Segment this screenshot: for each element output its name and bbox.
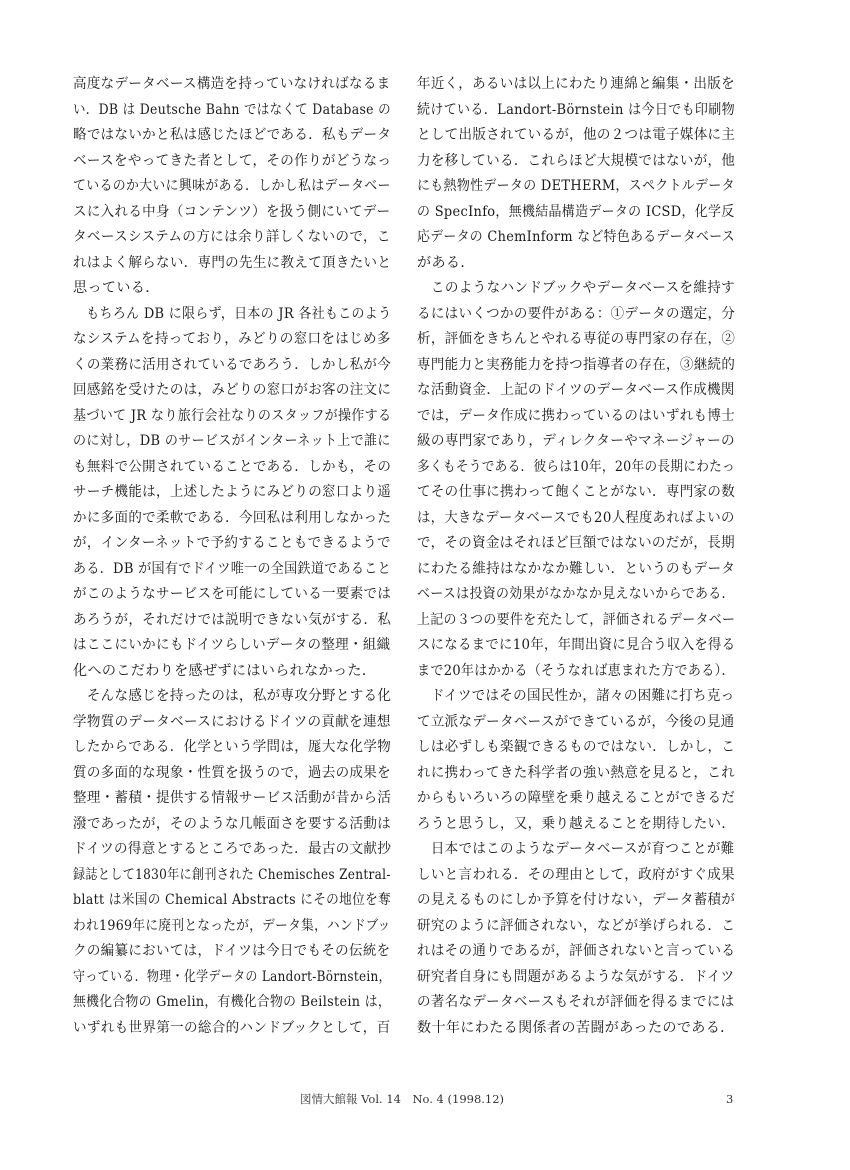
text-line: れはよく解らない．専門の先生に教えて頂きたいと (73, 254, 392, 271)
text-line: まで20年はかかる（そうなれば恵まれた方である）． (417, 662, 735, 679)
text-line: ドイツの得意とするところであった．最古の文献抄 (73, 841, 392, 857)
text-line: ドイツではその国民性か，諸々の困難に打ち克っ (417, 688, 735, 704)
text-line: われ1969年に廃刊となったが，データ集，ハンドブッ (73, 917, 391, 934)
text-line: かに多面的で柔軟である．今回私は利用しなかった (73, 509, 392, 526)
text-line: 析，評価をきちんとやれる専従の専門家の存在，② (417, 331, 736, 347)
text-line: 級の専門家であり，ディレクターやマネージャーの (417, 433, 735, 449)
text-line: しは必ずしも楽観できるものではない．しかし，こ (417, 739, 736, 755)
text-line: 多くもそうである．彼らは10年，20年の長期にわたっ (417, 458, 736, 475)
text-line: て立派なデータベースができているが，今後の見通 (417, 713, 735, 730)
text-line: クの編纂においては，ドイツは今日でもその伝統を (73, 943, 391, 959)
text-line: 日本ではこのようなデータベースが育つことが難 (417, 841, 735, 857)
text-line: 年近く，あるいは以上にわたり連綿と編集・出版を (417, 76, 735, 92)
text-line: が，インターネットで予約することもできるようで (73, 535, 391, 551)
text-line: blatt は米国の Chemical Abstracts にその地位を奪 (73, 892, 392, 908)
text-line: 守っている．物理・化学データの Landort-Börnstein， (73, 968, 391, 985)
text-line: では，データ作成に携わっているのはいずれも博士 (417, 407, 736, 424)
text-line: 略ではないかと私は感じたほどである．私もデータ (73, 127, 392, 143)
footer-citation: 図情大館報 Vol. 14 No. 4 (1998.12) (300, 1092, 505, 1106)
text-line: いずれも世界第一の総合的ハンドブックとして，百 (73, 1019, 391, 1036)
text-line: ろうと思うし，又，乗り越えることを期待したい． (417, 815, 736, 832)
text-line: れに携わってきた科学者の強い熱意を見ると，これ (417, 764, 736, 781)
text-line: あろうが，それだけでは説明できない気がする．私 (73, 611, 392, 628)
text-line: の著名なデータベースもそれが評価を得るまでには (417, 994, 735, 1010)
text-line: い．DB は Deutsche Bahn ではなくて Database の (73, 101, 391, 118)
text-line: 整理・蓄積・提供する情報サービス活動が昔から活 (73, 790, 392, 806)
text-line: 質の多面的な現象・性質を扱うので，過去の成果を (73, 764, 391, 781)
text-line: はここにいかにもドイツらしいデータの整理・組織 (73, 637, 391, 653)
text-line: で，その資金はそれほど巨額ではないのだが，長期 (417, 535, 735, 551)
text-line: るにはいくつかの要件がある：①データの選定，分 (417, 305, 736, 322)
text-line: にわたる維持はなかなか難しい．というのもデータ (417, 560, 736, 577)
article-column-left (73, 72, 391, 1041)
text-line: サーチ機能は，上述したようにみどりの窓口より遥 (73, 484, 392, 500)
text-line: スになるまでに10年，年間出資に見合う収入を得る (417, 637, 736, 653)
text-line: ベースをやってきた者として，その作りがどうなっ (73, 152, 392, 169)
text-line: 研究者自身にも問題があるような気がする．ドイツ (417, 968, 735, 985)
text-line: 学物質のデータベースにおけるドイツの貢献を連想 (73, 713, 391, 730)
text-line: 力を移している．これらほど大規模ではないが，他 (417, 152, 736, 169)
text-line: がこのようなサービスを可能にしている一要素では (73, 586, 392, 602)
text-line: 録誌として1830年に創刊された Chemisches Zentral- (73, 866, 391, 883)
text-line: もちろん DB に限らず，日本の JR 各社もこのよう (73, 305, 392, 322)
text-line: も無料で公開されていることである．しかも，その (73, 458, 392, 475)
text-line: な活動資金．上記のドイツのデータベース作成機関 (417, 382, 735, 398)
text-line: そんな感じを持ったのは，私が専攻分野とする化 (73, 688, 392, 704)
text-line: 応データの ChemInform など特色あるデータベース (417, 229, 736, 245)
text-line: は，大きなデータベースでも20人程度あればよいの (417, 509, 735, 526)
text-line: がある． (417, 254, 475, 271)
text-line: 上記の３つの要件を充たして，評価されるデータベー (417, 611, 736, 628)
text-line: として出版されているが，他の２つは電子媒体に主 (417, 127, 736, 143)
text-line: ベースは投資の効果がなかなか見えないからである． (417, 586, 735, 602)
text-line: 研究のように評価されない，などが挙げられる．こ (417, 917, 736, 934)
text-line: のに対し，DB のサービスがインターネット上で誰に (73, 433, 391, 449)
text-line: 思っている． (73, 280, 160, 296)
text-line: 続けている．Landort-Börnstein は今日でも印刷物 (417, 101, 735, 118)
text-line: れはその通りであるが，評価されないと言っている (417, 943, 736, 959)
text-line: 高度なデータベース構造を持っていなければなるま (73, 76, 391, 92)
text-line: スに入れる中身（コンテンツ）を扱う側にいてデー (73, 203, 391, 220)
text-line: くの業務に活用されているであろう．しかし私が今 (73, 356, 392, 373)
text-line: てその仕事に携わって飽くことがない．専門家の数 (417, 484, 736, 500)
page-number: 3 (726, 1092, 734, 1106)
article-column-right (417, 72, 735, 1041)
text-line: 潑であったが，そのような几帳面さを要する活動は (73, 815, 392, 832)
text-line: 専門能力と実務能力を持つ指導者の存在，③継続的 (417, 356, 736, 373)
text-line: 数十年にわたる関係者の苦闘があったのである． (417, 1019, 735, 1036)
text-line: 回感銘を受けたのは，みどりの窓口がお客の注文に (73, 382, 392, 398)
text-line: 化へのこだわりを感ぜずにはいられなかった． (73, 662, 377, 679)
text-line: からもいろいろの障壁を乗り越えることができるだ (417, 790, 736, 806)
text-line: タベースシステムの方には余り詳しくないので，こ (73, 229, 391, 245)
text-line: にも熱物性データの DETHERM，スペクトルデータ (417, 178, 735, 194)
text-line: の SpecInfo，無機結晶構造データの ICSD，化学反 (417, 203, 735, 220)
text-line: ある．DB が国有でドイツ唯一の全国鉄道であること (73, 560, 391, 577)
text-line: 無機化合物の Gmelin，有機化合物の Beilstein は， (73, 994, 391, 1010)
text-line: しいと言われる．その理由として，政府がすぐ成果 (417, 866, 735, 883)
text-line: したからである．化学という学問は，厖大な化学物 (73, 739, 392, 755)
text-line: なシステムを持っており，みどりの窓口をはじめ多 (73, 331, 391, 347)
text-line: の見えるものにしか予算を付けない，データ蓄積が (417, 892, 736, 908)
text-line: ているのか大いに興味がある．しかし私はデータベー (73, 178, 391, 194)
text-line: このようなハンドブックやデータベースを維持す (417, 280, 736, 296)
text-line: 基づいて JR なり旅行会社なりのスタッフが操作する (73, 407, 392, 424)
